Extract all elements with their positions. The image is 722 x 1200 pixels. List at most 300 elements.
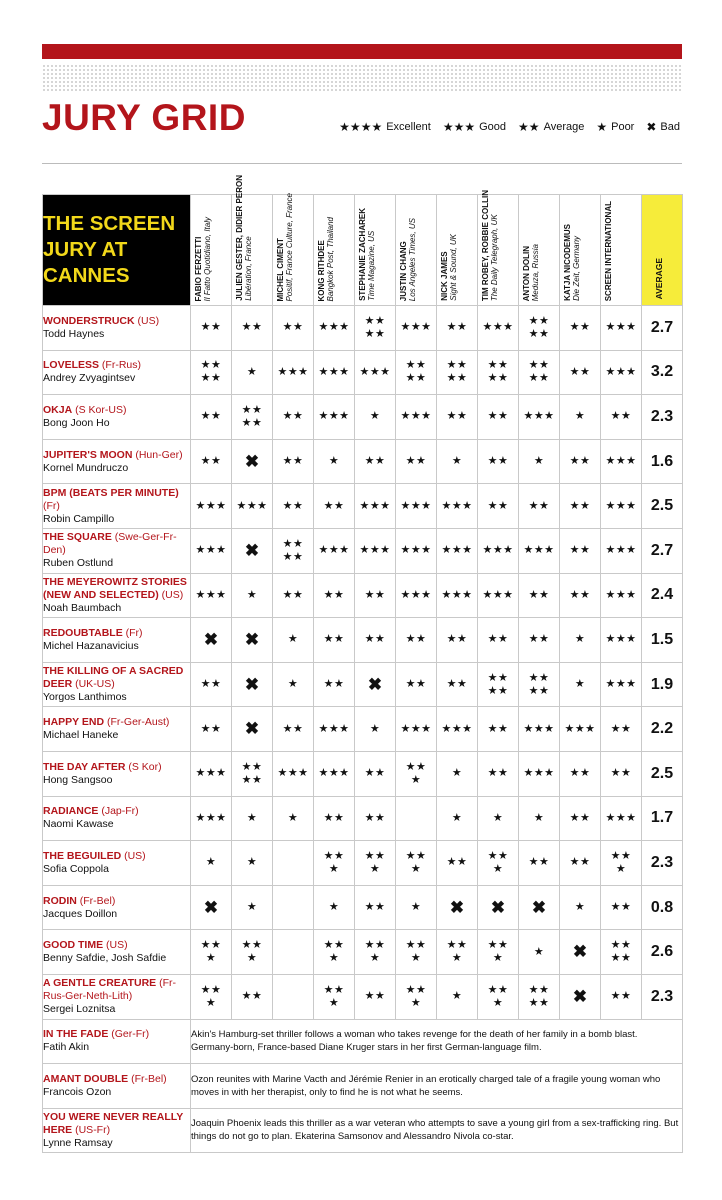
rating-cell (478, 751, 519, 796)
film-title: LOVELESS (43, 359, 100, 372)
rating-cell (437, 707, 478, 752)
rating-cell (355, 528, 396, 573)
star-rating: ★★★ (400, 722, 432, 735)
critic-header-text (563, 224, 581, 301)
star-rating: ★★ (241, 773, 263, 786)
star-rating: ★★★ (195, 544, 227, 557)
film-cell (43, 350, 191, 395)
legend-symbol: ★★★★ (339, 120, 383, 134)
rating-cell (519, 618, 560, 663)
star-rating: ★★ (364, 767, 386, 780)
rating-cell (601, 439, 642, 484)
rating-cell (232, 885, 273, 930)
star-rating: ★★★ (400, 321, 432, 334)
critic-header (355, 195, 396, 306)
star-rating: ★★ (241, 990, 263, 1003)
film-director: Kornel Mundruczo (43, 461, 129, 474)
star-rating: ★★★ (400, 544, 432, 557)
star-rating: ★★ (241, 939, 263, 952)
legend-symbol: ★★ (518, 120, 540, 134)
rating-cell (560, 528, 601, 573)
star-rating: ★★★ (400, 588, 432, 601)
average-score: 2.5 (642, 484, 683, 529)
star-rating: ★ (451, 811, 463, 824)
star-rating: ★ (451, 952, 463, 965)
rating-cell (560, 974, 601, 1019)
star-rating: ★ (328, 862, 340, 875)
star-rating: ★★★ (482, 544, 514, 557)
average-score: 2.3 (642, 841, 683, 886)
star-rating: ★★ (282, 722, 304, 735)
star-rating: ★★ (405, 939, 427, 952)
rating-cell (519, 573, 560, 618)
star-rating: ★★ (282, 550, 304, 563)
star-rating: ★★ (569, 856, 591, 869)
table-row (43, 662, 683, 707)
star-rating: ★ (574, 901, 586, 914)
star-rating: ★★ (569, 499, 591, 512)
critic-header-text (358, 208, 376, 301)
critic-outlet: Positif, France Culture, France (285, 192, 294, 301)
critic-name: KONG RITHDEE (317, 239, 326, 301)
average-score: 0.8 (642, 885, 683, 930)
film-country: (Fr-Rus) (99, 359, 142, 372)
rating-cell (191, 439, 232, 484)
star-rating: ★★ (610, 990, 632, 1003)
film-description: Joaquin Phoenix leads this thriller as a war veteran who attempts to save a young girl from a sex-trafficking ring. But things do not go to plan. Ekaterina Samsonov and Alessandro Nivola co-star. (191, 1108, 683, 1153)
bad-mark: ✖ (531, 897, 547, 917)
jury-grid-table (42, 175, 683, 1153)
film-cell (43, 885, 191, 930)
star-rating: ★★ (487, 633, 509, 646)
star-rating: ★ (287, 811, 299, 824)
star-rating: ★★ (241, 760, 263, 773)
film-cell (43, 618, 191, 663)
star-rating: ★ (369, 722, 381, 735)
rating-cell (314, 484, 355, 529)
rating-cell (601, 885, 642, 930)
rating-cell (519, 974, 560, 1019)
legend-symbol: ★ (596, 120, 608, 134)
rating-cell (437, 484, 478, 529)
rating-cell (355, 974, 396, 1019)
star-rating: ★★ (200, 321, 222, 334)
divider (42, 163, 682, 164)
star-rating: ★ (287, 678, 299, 691)
film-cell (43, 974, 191, 1019)
rating-cell (478, 662, 519, 707)
star-rating: ★★ (528, 588, 550, 601)
star-rating: ★ (410, 996, 422, 1009)
star-rating: ★★★ (482, 588, 514, 601)
star-rating: ★ (369, 410, 381, 423)
star-rating: ★★ (446, 359, 468, 372)
star-rating: ★ (574, 678, 586, 691)
critic-header-text (194, 217, 212, 302)
critic-header (396, 195, 437, 306)
star-rating: ★ (246, 365, 258, 378)
rating-cell (273, 751, 314, 796)
film-title: THE DAY AFTER (43, 760, 126, 773)
rating-cell (519, 751, 560, 796)
rating-cell (314, 796, 355, 841)
rating-cell (314, 885, 355, 930)
rating-cell (273, 707, 314, 752)
rating-cell (273, 350, 314, 395)
bad-mark: ✖ (244, 629, 260, 649)
star-rating: ★ (533, 455, 545, 468)
rating-cell (519, 306, 560, 351)
critic-name: JULIEN GESTER, DIDIER PERON (235, 175, 244, 301)
star-rating: ★★★ (277, 767, 309, 780)
critic-name: FABIO FERZETTI (194, 236, 203, 301)
average-score: 2.7 (642, 306, 683, 351)
table-row (43, 930, 683, 975)
critic-header (191, 195, 232, 306)
rating-cell (560, 395, 601, 440)
star-rating: ★★★ (318, 722, 350, 735)
film-director: Hong Sangsoo (43, 773, 113, 786)
rating-cell (396, 573, 437, 618)
grid-corner-title: THE SCREEN JURY AT CANNES (43, 195, 191, 306)
star-rating: ★★★ (605, 455, 637, 468)
star-rating: ★★ (282, 455, 304, 468)
rating-cell (601, 306, 642, 351)
critic-outlet: Die Zeit, Germany (572, 236, 581, 301)
rating-cell (437, 395, 478, 440)
rating-cell (601, 974, 642, 1019)
rating-cell (314, 573, 355, 618)
critic-name: STEPHANIE ZACHAREK (358, 208, 367, 301)
critic-name: JUSTIN CHANG (399, 240, 408, 301)
rating-cell (191, 306, 232, 351)
star-rating: ★★ (364, 811, 386, 824)
star-rating: ★★ (323, 499, 345, 512)
film-title: GOOD TIME (43, 939, 104, 952)
star-rating: ★ (369, 862, 381, 875)
star-rating: ★★★ (236, 499, 268, 512)
rating-cell (560, 484, 601, 529)
film-country: (S Kor-US) (72, 403, 127, 416)
bad-mark: ✖ (572, 986, 588, 1006)
rating-cell (191, 796, 232, 841)
star-rating: ★★ (487, 410, 509, 423)
rating-cell (396, 841, 437, 886)
rating-cell (478, 841, 519, 886)
rating-cell (191, 751, 232, 796)
legend-label: Average (543, 121, 585, 133)
rating-cell (601, 930, 642, 975)
legend-label: Poor (611, 121, 635, 133)
rating-cell (191, 974, 232, 1019)
rating-cell (355, 796, 396, 841)
rating-cell (478, 885, 519, 930)
film-cell (43, 1019, 191, 1064)
average-score: 1.7 (642, 796, 683, 841)
film-country: (Swe-Ger-Fr-Den) (43, 531, 177, 557)
star-rating: ★★★ (605, 678, 637, 691)
rating-legend (339, 120, 680, 134)
rating-cell (519, 395, 560, 440)
table-row (43, 618, 683, 663)
star-rating: ★ (492, 952, 504, 965)
star-rating: ★★★ (359, 544, 391, 557)
rating-cell (355, 841, 396, 886)
star-rating: ★★ (610, 901, 632, 914)
film-cell (43, 930, 191, 975)
star-rating: ★★★ (441, 499, 473, 512)
bad-mark: ✖ (203, 897, 219, 917)
star-rating: ★★ (569, 365, 591, 378)
average-score: 2.2 (642, 707, 683, 752)
star-rating: ★★ (364, 849, 386, 862)
star-rating: ★★★ (605, 633, 637, 646)
star-rating: ★★ (446, 633, 468, 646)
rating-cell (519, 930, 560, 975)
star-rating: ★ (205, 856, 217, 869)
rating-cell (478, 395, 519, 440)
star-rating: ★ (574, 633, 586, 646)
film-title: BPM (BEATS PER MINUTE) (43, 486, 179, 499)
table-row (43, 350, 683, 395)
rating-cell (396, 395, 437, 440)
rating-cell (396, 439, 437, 484)
rating-cell (601, 350, 642, 395)
rating-cell (519, 350, 560, 395)
rating-cell (314, 707, 355, 752)
rating-cell (232, 796, 273, 841)
average-score: 2.4 (642, 573, 683, 618)
star-rating: ★★ (323, 588, 345, 601)
star-rating: ★★ (200, 359, 222, 372)
rating-cell (191, 350, 232, 395)
star-rating: ★ (246, 952, 258, 965)
rating-cell (273, 618, 314, 663)
film-cell (43, 306, 191, 351)
film-country: (Fr-Bel) (76, 894, 116, 907)
star-rating: ★★ (282, 537, 304, 550)
star-rating: ★★★ (318, 767, 350, 780)
star-rating: ★ (328, 952, 340, 965)
bad-mark: ✖ (449, 897, 465, 917)
rating-cell (232, 439, 273, 484)
bad-mark: ✖ (367, 674, 383, 694)
star-rating: ★★★ (359, 365, 391, 378)
film-cell (43, 528, 191, 573)
critic-outlet: Sight & Sound, UK (449, 234, 458, 301)
star-rating: ★★ (241, 403, 263, 416)
star-rating: ★★ (528, 996, 550, 1009)
star-rating: ★★ (323, 811, 345, 824)
star-rating: ★ (615, 862, 627, 875)
star-rating: ★★ (487, 455, 509, 468)
rating-cell (232, 707, 273, 752)
star-rating: ★★★ (605, 544, 637, 557)
rating-cell (396, 528, 437, 573)
rating-cell (396, 930, 437, 975)
rating-cell (519, 707, 560, 752)
star-rating: ★★★ (564, 722, 596, 735)
star-rating: ★★ (200, 678, 222, 691)
rating-cell (355, 350, 396, 395)
rating-cell (314, 662, 355, 707)
film-director: Bong Joon Ho (43, 416, 110, 429)
rating-cell (478, 930, 519, 975)
star-rating: ★ (451, 767, 463, 780)
film-title: HAPPY END (43, 716, 105, 729)
critic-header (314, 195, 355, 306)
film-director: Michel Hazanavicius (43, 639, 139, 652)
rating-cell (396, 974, 437, 1019)
star-rating: ★★★ (523, 722, 555, 735)
rating-cell (355, 395, 396, 440)
star-rating: ★★★ (195, 811, 227, 824)
average-score: 1.9 (642, 662, 683, 707)
film-title: JUPITER'S MOON (43, 448, 133, 461)
bad-mark: ✖ (203, 629, 219, 649)
star-rating: ★★★ (318, 365, 350, 378)
star-rating: ★★ (323, 983, 345, 996)
star-rating: ★★ (528, 671, 550, 684)
rating-cell (191, 662, 232, 707)
star-rating: ★★ (528, 983, 550, 996)
average-score: 2.3 (642, 395, 683, 440)
upcoming-row (43, 1019, 683, 1064)
rating-cell (437, 751, 478, 796)
star-rating: ★★★ (523, 410, 555, 423)
film-director: Andrey Zvyagintsev (43, 372, 136, 385)
film-director: Yorgos Lanthimos (43, 691, 127, 704)
star-rating: ★★★ (441, 544, 473, 557)
critic-header-text (276, 193, 294, 301)
star-rating: ★★ (487, 722, 509, 735)
star-rating: ★★ (569, 544, 591, 557)
bad-mark: ✖ (572, 942, 588, 962)
film-country: (Fr-Rus-Ger-Neth-Lith) (43, 977, 176, 1003)
rating-cell (191, 573, 232, 618)
bad-mark: ✖ (244, 540, 260, 560)
star-rating: ★★ (528, 684, 550, 697)
rating-cell (273, 439, 314, 484)
film-title: A GENTLE CREATURE (43, 977, 157, 990)
rating-cell (478, 350, 519, 395)
film-country: (S Kor) (125, 760, 162, 773)
rating-cell (232, 662, 273, 707)
rating-cell (273, 796, 314, 841)
star-rating: ★★★ (605, 365, 637, 378)
page-title: JURY GRID (42, 97, 246, 138)
rating-cell (478, 439, 519, 484)
rating-cell (232, 573, 273, 618)
star-rating: ★★ (364, 314, 386, 327)
star-rating: ★★ (405, 983, 427, 996)
film-country: (US) (158, 588, 184, 601)
critic-outlet: Time Magazine, US (367, 230, 376, 301)
bad-mark: ✖ (244, 451, 260, 471)
rating-cell (396, 751, 437, 796)
star-rating: ★★ (528, 314, 550, 327)
rating-cell (232, 618, 273, 663)
star-rating: ★★★ (605, 321, 637, 334)
star-rating: ★★ (323, 939, 345, 952)
upcoming-row (43, 1064, 683, 1109)
rating-cell (601, 751, 642, 796)
critic-name: MICHEL CIMENT (276, 237, 285, 301)
star-rating: ★ (328, 996, 340, 1009)
star-rating: ★★★ (195, 767, 227, 780)
rating-cell (601, 528, 642, 573)
film-title: RODIN (43, 894, 77, 907)
star-rating: ★★ (528, 372, 550, 385)
bad-mark: ✖ (244, 719, 260, 739)
rating-cell (437, 662, 478, 707)
rating-cell (191, 395, 232, 440)
film-country: (Hun-Ger) (132, 448, 183, 461)
rating-cell (601, 618, 642, 663)
rating-cell (273, 306, 314, 351)
star-rating: ★★ (487, 939, 509, 952)
rating-cell (519, 439, 560, 484)
film-cell (43, 707, 191, 752)
star-rating: ★★★ (605, 499, 637, 512)
star-rating: ★ (246, 811, 258, 824)
critic-outlet: Il Fatto Quotidiano, Italy (203, 216, 212, 301)
star-rating: ★ (205, 952, 217, 965)
rating-cell (232, 751, 273, 796)
upcoming-row (43, 1108, 683, 1153)
rating-cell (396, 796, 437, 841)
critic-header-text (235, 175, 253, 301)
star-rating: ★★ (487, 671, 509, 684)
table-row (43, 528, 683, 573)
film-director: Jacques Doillon (43, 907, 118, 920)
rating-cell (396, 306, 437, 351)
star-rating: ★★ (446, 856, 468, 869)
critic-header (519, 195, 560, 306)
rating-cell (396, 484, 437, 529)
average-score: 2.6 (642, 930, 683, 975)
critic-name: SCREEN INTERNATIONAL (604, 200, 613, 301)
rating-cell (396, 707, 437, 752)
film-country: (Fr-Bel) (128, 1072, 167, 1085)
star-rating: ★ (328, 901, 340, 914)
rating-cell (437, 573, 478, 618)
star-rating: ★★ (446, 678, 468, 691)
rating-cell (191, 528, 232, 573)
star-rating: ★★ (487, 983, 509, 996)
film-title: OKJA (43, 403, 73, 416)
critic-header (560, 195, 601, 306)
star-rating: ★★ (610, 722, 632, 735)
star-rating: ★★ (446, 372, 468, 385)
film-cell (43, 395, 191, 440)
rating-cell (519, 528, 560, 573)
star-rating: ★★ (446, 410, 468, 423)
star-rating: ★★ (610, 849, 632, 862)
bad-mark: ✖ (490, 897, 506, 917)
rating-cell (478, 528, 519, 573)
film-description: Ozon reunites with Marine Vacth and Jérémie Renier in an erotically charged tale of a fragile young woman who moves in with her therapist, only to find he is not what he seems. (191, 1064, 683, 1109)
star-rating: ★★ (200, 939, 222, 952)
rating-cell (355, 618, 396, 663)
average-score: 3.2 (642, 350, 683, 395)
critic-outlet: Meduza, Russia (531, 243, 540, 301)
star-rating: ★★ (405, 678, 427, 691)
rating-cell (601, 573, 642, 618)
star-rating: ★★ (569, 455, 591, 468)
average-score: 1.6 (642, 439, 683, 484)
rating-cell (396, 662, 437, 707)
